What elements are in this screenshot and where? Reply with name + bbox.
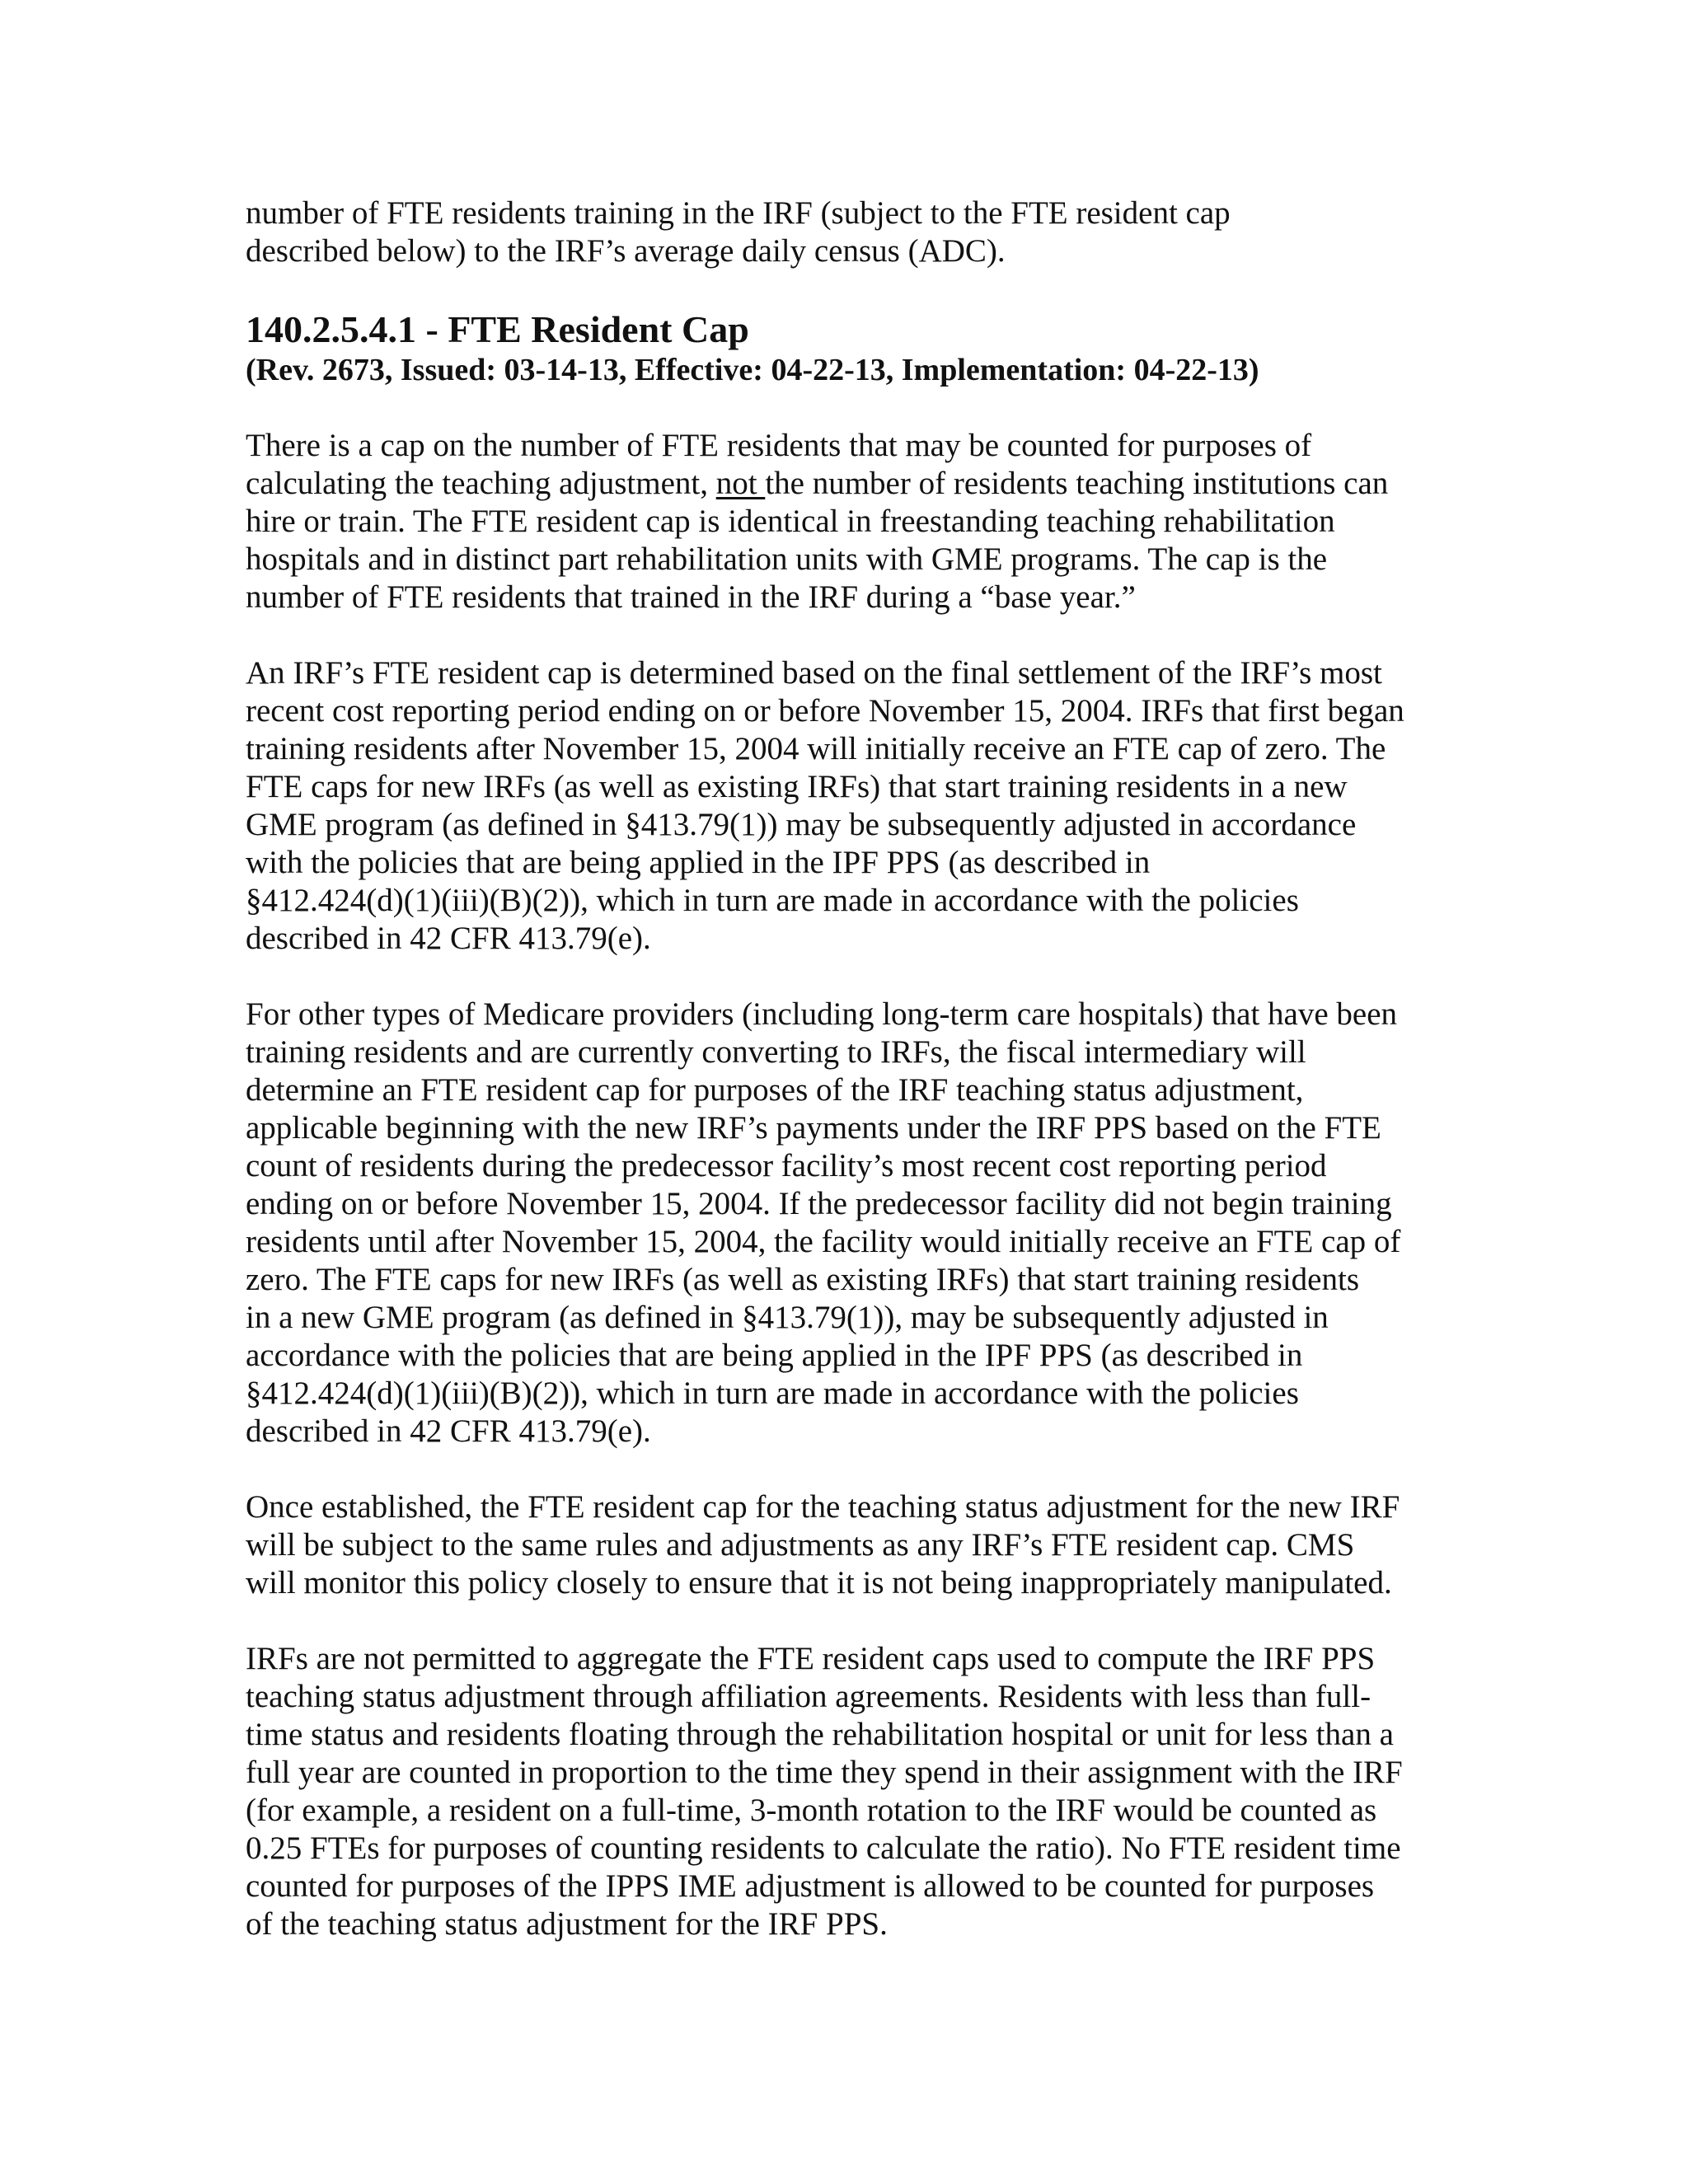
paragraph-line: 0.25 FTEs for purposes of counting residents to calculate the ratio). No FTE resident time: [246, 1830, 1401, 1866]
paragraph-line: applicable beginning with the new IRF’s payments under the IRF PPS based on the FTE: [246, 1110, 1381, 1146]
intro-line: described below) to the IRF’s average daily census (ADC).: [246, 233, 1006, 269]
section-title: 140.2.5.4.1 - FTE Resident Cap: [246, 308, 749, 350]
paragraph-line: training residents and are currently converting to IRFs, the fiscal intermediary will: [246, 1034, 1306, 1070]
paragraph-line: An IRF’s FTE resident cap is determined based on the final settlement of the IRF’s most: [246, 655, 1382, 691]
paragraph-once-established: [246, 1488, 1457, 1602]
revision-line: (Rev. 2673, Issued: 03-14-13, Effective: 04-22-13, Implementation: 04-22-13): [246, 353, 1259, 387]
text-segment: the number of residents teaching institutions can: [765, 466, 1389, 501]
paragraph-line: §412.424(d)(1)(iii)(B)(2)), which in turn are made in accordance with the policies: [246, 1376, 1299, 1411]
intro-paragraph: [246, 194, 1457, 270]
paragraph-line: full year are counted in proportion to the time they spend in their assignment with the IRF: [246, 1755, 1403, 1790]
paragraph-line: (for example, a resident on a full-time, 3-month rotation to the IRF would be counted as: [246, 1793, 1377, 1828]
paragraph-line: recent cost reporting period ending on or before November 15, 2004. IRFs that first began: [246, 693, 1404, 729]
paragraph-line: in a new GME program (as defined in §413.79(1)), may be subsequently adjusted in: [246, 1300, 1329, 1335]
paragraph-line: hire or train. The FTE resident cap is identical in freestanding teaching rehabilitation: [246, 504, 1335, 539]
paragraph-line: will monitor this policy closely to ensure that it is not being inappropriately manipulated.: [246, 1565, 1392, 1601]
text-segment: calculating the teaching adjustment,: [246, 466, 716, 501]
paragraph-line: IRFs are not permitted to aggregate the FTE resident caps used to compute the IRF PPS: [246, 1641, 1376, 1676]
paragraph-line: will be subject to the same rules and adjustments as any IRF’s FTE resident cap. CMS: [246, 1527, 1355, 1563]
paragraph-line: §412.424(d)(1)(iii)(B)(2)), which in turn are made in accordance with the policies: [246, 883, 1299, 918]
paragraph-line: accordance with the policies that are being applied in the IPF PPS (as described in: [246, 1338, 1303, 1373]
paragraph-line: determine an FTE resident cap for purposes of the IRF teaching status adjustment,: [246, 1072, 1304, 1108]
paragraph-line: training residents after November 15, 2004 will initially receive an FTE cap of zero. The: [246, 731, 1386, 766]
paragraph-line: GME program (as defined in §413.79(1)) may be subsequently adjusted in accordance: [246, 807, 1357, 842]
intro-line: number of FTE residents training in the IRF (subject to the FTE resident cap: [246, 195, 1231, 231]
paragraph-converting-providers: [246, 996, 1457, 1451]
paragraph-line: zero. The FTE caps for new IRFs (as well as existing IRFs) that start training residents: [246, 1262, 1360, 1297]
paragraph-line: ending on or before November 15, 2004. If the predecessor facility did not begin training: [246, 1186, 1392, 1221]
paragraph-line: count of residents during the predecessor facility’s most recent cost reporting period: [246, 1148, 1327, 1183]
paragraph-line: hospitals and in distinct part rehabilitation units with GME programs. The cap is the: [246, 541, 1328, 577]
paragraph-cap-determination: [246, 654, 1457, 958]
paragraph-line: FTE caps for new IRFs (as well as existing IRFs) that start training residents in a new: [246, 769, 1348, 804]
paragraph-cap-definition: [246, 427, 1457, 616]
paragraph-line: described in 42 CFR 413.79(e).: [246, 1413, 651, 1449]
underlined-word: not: [715, 466, 766, 501]
paragraph-line: counted for purposes of the IPPS IME adjustment is allowed to be counted for purposes: [246, 1868, 1375, 1904]
paragraph-line: with the policies that are being applied in the IPF PPS (as described in: [246, 845, 1151, 880]
paragraph-line: residents until after November 15, 2004, the facility would initially receive an FTE cap of: [246, 1224, 1401, 1259]
paragraph-line: described in 42 CFR 413.79(e).: [246, 921, 651, 956]
paragraph-line: There is a cap on the number of FTE residents that may be counted for purposes of: [246, 428, 1312, 463]
paragraph-line: number of FTE residents that trained in the IRF during a “base year.”: [246, 579, 1136, 615]
paragraph-line: time status and residents floating through the rehabilitation hospital or unit for less than a: [246, 1717, 1394, 1752]
paragraph-line: of the teaching status adjustment for the IRF PPS.: [246, 1906, 888, 1942]
paragraph-aggregation: [246, 1640, 1457, 1943]
paragraph-line: [246, 465, 1457, 503]
paragraph-line: For other types of Medicare providers (including long-term care hospitals) that have been: [246, 996, 1398, 1032]
document-page: [246, 194, 1457, 1981]
paragraph-line: Once established, the FTE resident cap for the teaching status adjustment for the new IRF: [246, 1489, 1400, 1525]
paragraph-line: teaching status adjustment through affiliation agreements. Residents with less than full-: [246, 1679, 1372, 1714]
